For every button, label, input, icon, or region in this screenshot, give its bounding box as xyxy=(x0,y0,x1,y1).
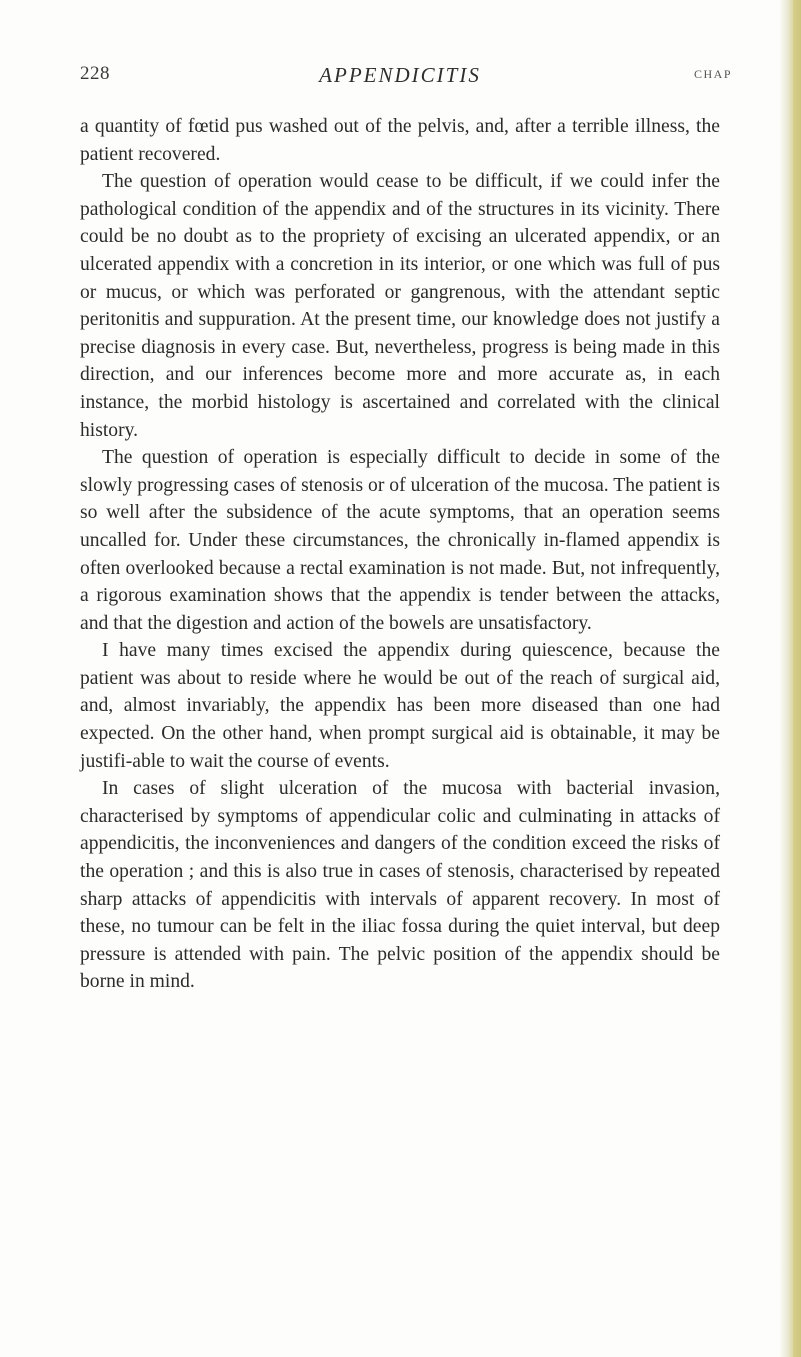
paragraph-continued: a quantity of fœtid pus washed out of the pelvis, and, after a terrible illness, the patient recovered. xyxy=(80,116,720,165)
paragraph: I have many times excised the appendix during quiescence, because the patient was about to reside where he would be out of the reach of surgical aid, and, almost invariably, the appendix has been more diseased than one had expected. On the other hand, when prompt surgical aid is obtainable, it may be justifi-able to wait the course of events. xyxy=(80,640,720,772)
body-text xyxy=(80,113,720,996)
paragraph: The question of operation would cease to be difficult, if we could infer the pathological condition of the appendix and of the structures in its vicinity. There could be no doubt as to the propriety of excising an ulcerated appendix, or an ulcerated appendix with a concretion in its interior, or one which was full of pus or mucus, or which was perforated or gangrenous, with the attendant septic peritonitis and suppuration. At the present time, our knowledge does not justify a precise diagnosis in every case. But, nevertheless, progress is being made in this direction, and our inferences become more and more accurate as, in each instance, the morbid histology is ascertained and correlated with the clinical history. xyxy=(80,171,720,441)
paragraph: In cases of slight ulceration of the mucosa with bacterial invasion, characterised by symptoms of appendicular colic and culminating in attacks of appendicitis, the inconveniences and dangers of the condition exceed the risks of the operation ; and this is also true in cases of stenosis, characterised by repeated sharp attacks of appendicitis with intervals of apparent recovery. In most of these, no tumour can be felt in the iliac fossa during the quiet interval, but deep pressure is attended with pain. The pelvic position of the appendix should be borne in mind. xyxy=(80,778,720,993)
running-title: APPENDICITIS xyxy=(319,63,481,87)
page-edge-strip xyxy=(793,0,801,1357)
paragraph: The question of operation is especially difficult to decide in some of the slowly progressing cases of stenosis or of ulceration of the mucosa. The patient is so well after the subsidence of the acute symptoms, that an operation seems uncalled for. Under these circumstances, the chronically in-flamed appendix is often overlooked because a rectal examination is not made. But, not infrequently, a rigorous examination shows that the appendix is tender between the attacks, and that the digestion and action of the bowels are unsatisfactory. xyxy=(80,447,720,634)
page-number: 228 xyxy=(80,63,110,84)
page-header xyxy=(80,63,732,93)
chapter-mark: CHAP xyxy=(693,67,732,81)
